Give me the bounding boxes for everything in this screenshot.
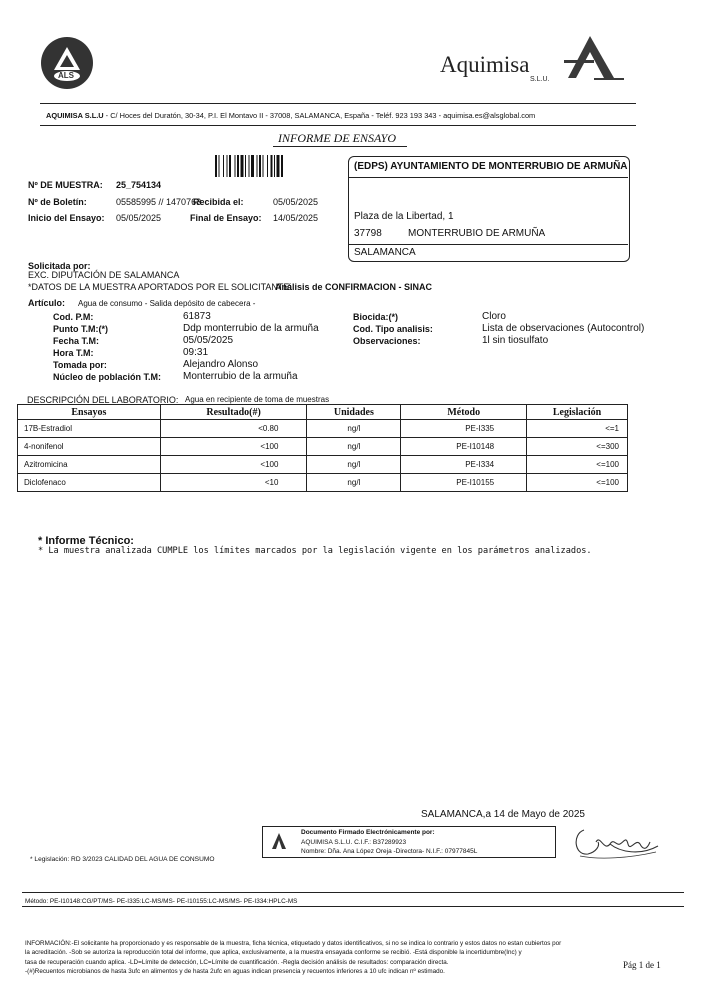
nucleo-value: Monterrubio de la armuña	[183, 371, 298, 382]
barcode-bar	[229, 155, 231, 177]
articulo-value: Agua de consumo - Salida depósito de cabecera -	[78, 299, 256, 308]
recibida-label: Recibida el:	[193, 197, 244, 207]
cell-legislacion: <=300	[527, 438, 628, 456]
inicio-label: Inicio del Ensayo:	[28, 213, 105, 223]
barcode-bar	[241, 155, 244, 177]
company-address	[46, 111, 535, 120]
cell-unidades: ng/l	[307, 474, 401, 492]
barcode-bar	[237, 155, 239, 177]
final-value: 14/05/2025	[273, 213, 319, 223]
fecha-tm-label: Fecha T.M:	[53, 336, 100, 346]
barcode-bar	[257, 155, 258, 177]
table-row	[18, 438, 628, 456]
table-row	[18, 420, 628, 438]
final-label: Final de Ensayo:	[190, 213, 262, 223]
table-row	[18, 456, 628, 474]
legislacion-note: * Legislación: RD 3/2023 CALIDAD DEL AGUA DE CONSUMO	[30, 856, 215, 863]
cell-unidades: ng/l	[307, 420, 401, 438]
barcode-bar	[245, 155, 246, 177]
observaciones-value: 1l sin tiosulfato	[482, 335, 549, 346]
als-logo	[40, 36, 94, 90]
cell-ensayo: Azitromicina	[18, 456, 161, 474]
client-city: MONTERRUBIO DE ARMUÑA	[408, 228, 546, 239]
cell-metodo: PE-I335	[401, 420, 527, 438]
datos-label: *DATOS DE LA MUESTRA APORTADOS POR EL SOLICITANTE:	[28, 282, 292, 292]
punto-tm-label: Punto T.M:(*)	[53, 324, 108, 334]
lab-desc-label: DESCRIPCIÓN DEL LABORATORIO:	[27, 395, 179, 405]
cell-unidades: ng/l	[307, 438, 401, 456]
signature-title: Documento Firmado Electrónicamente por:	[301, 829, 435, 836]
cell-ensayo: 4-nonifenol	[18, 438, 161, 456]
barcode-bar	[274, 155, 275, 177]
header-legislacion: Legislación	[527, 405, 628, 420]
client-province: SALAMANCA	[354, 247, 416, 258]
place-date: SALAMANCA,a 14 de Mayo de 2025	[421, 809, 585, 820]
signature-company: AQUIMISA S.L.U. C.I.F.: B37289923	[301, 839, 407, 846]
muestra-label: Nº DE MUESTRA:	[28, 180, 103, 190]
boletin-label: Nº de Boletín:	[28, 197, 87, 207]
cod-pm-value: 61873	[183, 311, 211, 322]
barcode-bar	[267, 155, 268, 177]
barcode-bar	[251, 155, 254, 177]
cell-metodo: PE-I334	[401, 456, 527, 474]
report-title: INFORME DE ENSAYO	[278, 131, 396, 145]
results-header-row	[18, 405, 628, 420]
brand-sub: S.L.U.	[530, 76, 550, 83]
brand-name: Aquimisa	[440, 52, 530, 77]
cell-ensayo: 17B-Estradiol	[18, 420, 161, 438]
lab-desc-value: Agua en recipiente de toma de muestras	[185, 395, 330, 404]
barcode-bar	[263, 155, 264, 177]
cell-unidades: ng/l	[307, 456, 401, 474]
signature-name: Nombre: Dña. Ana López Oreja -Directora- N.I.F.: 07977845L	[301, 848, 478, 855]
results-table	[17, 404, 628, 492]
tipo-analisis-label: Cod. Tipo analisis:	[353, 324, 433, 334]
client-street: Plaza de la Libertad, 1	[354, 211, 454, 222]
barcode-bar	[215, 155, 217, 177]
barcode-bar	[223, 155, 224, 177]
boletin-value: 05585995 // 1470763	[116, 197, 202, 207]
articulo-label: Artículo:	[28, 298, 65, 308]
biocida-value: Cloro	[482, 311, 506, 322]
barcode-bar	[227, 155, 228, 177]
tomada-value: Alejandro Alonso	[183, 359, 259, 370]
inicio-value: 05/05/2025	[116, 213, 162, 223]
cod-pm-label: Cod. P.M:	[53, 312, 94, 322]
cell-legislacion: <=1	[527, 420, 628, 438]
fecha-tm-value: 05/05/2025	[183, 335, 234, 346]
barcode-bar	[249, 155, 250, 177]
hora-tm-label: Hora T.M:	[53, 348, 94, 358]
informe-title: * Informe Técnico:	[38, 535, 134, 547]
table-row	[18, 474, 628, 492]
solicitada-value: EXC. DIPUTACIÓN DE SALAMANCA	[28, 270, 180, 280]
aquimisa-logo	[564, 34, 626, 82]
tomada-label: Tomada por:	[53, 360, 107, 370]
info-line: la acreditación. -Sob se autoriza la reproducción total del informe, que aplica, exclusivamente, a la muestra ensayada conforme se recibió. -Está disponible la incertidumbre(Inc) y	[25, 949, 522, 957]
client-zip: 37798	[354, 228, 382, 239]
header-unidades: Unidades	[307, 405, 401, 420]
biocida-label: Biocida:(*)	[353, 312, 398, 322]
company-name: AQUIMISA S.L.U	[46, 111, 104, 120]
cell-resultado: <100	[160, 438, 307, 456]
cell-resultado: <0.80	[160, 420, 307, 438]
hora-tm-value: 09:31	[183, 347, 209, 358]
datos-value: Análisis de CONFIRMACION - SINAC	[275, 282, 433, 292]
cell-ensayo: Diclofenaco	[18, 474, 161, 492]
barcode-bar	[281, 155, 283, 177]
cell-resultado: <100	[160, 456, 307, 474]
recibida-value: 05/05/2025	[273, 197, 319, 207]
header-metodo: Método	[401, 405, 527, 420]
als-logo-text: ALS	[58, 71, 74, 80]
info-line: -(#)Recuentos microbianos de hasta 3ufc en alimentos y de hasta 2ufc en aguas indican presencia y recuentos inferiores a 10 ufc indican nº estimado.	[25, 968, 445, 976]
tipo-analisis-value: Lista de observaciones (Autocontrol)	[482, 323, 645, 334]
barcode-bar	[219, 155, 220, 177]
cell-resultado: <10	[160, 474, 307, 492]
info-line: tasa de recuperación cuando aplica. -LD=Límite de detección, LC=Límite de cuantificación. -Regla decisión análisis de resultados: comparación directa.	[25, 958, 449, 966]
header-resultado: Resultado(#)	[160, 405, 307, 420]
observaciones-label: Observaciones:	[353, 336, 421, 346]
nucleo-label: Núcleo de población T.M:	[53, 372, 162, 382]
page-number: Pág 1 de 1	[623, 960, 661, 970]
muestra-value: 25_754134	[116, 180, 162, 190]
metodo-line: Método: PE-I10148:CG/PT/MS- PE-I335:LC-MS/MS- PE-I10155:LC-MS/MS- PE-I334:HPLC-MS	[25, 898, 298, 905]
barcode	[215, 155, 315, 177]
cell-metodo: PE-I10155	[401, 474, 527, 492]
solicitada-label: Solicitada por:	[28, 261, 91, 271]
barcode-bar	[235, 155, 236, 177]
handwritten-signature	[570, 822, 662, 862]
cell-legislacion: <=100	[527, 456, 628, 474]
header-ensayos: Ensayos	[18, 405, 161, 420]
barcode-bar	[277, 155, 280, 177]
informe-text: * La muestra analizada CUMPLE los límites marcados por la legislación vigente en los parámetros analizados.	[38, 546, 592, 556]
signature-box-logo	[270, 832, 288, 850]
cell-legislacion: <=100	[527, 474, 628, 492]
cell-metodo: PE-I10148	[401, 438, 527, 456]
barcode-bar	[271, 155, 273, 177]
info-block	[25, 939, 561, 977]
address-line: - C/ Hoces del Duratón, 30-34, P.I. El Montavo II - 37008, SALAMANCA, España - Teléf. 923 193 343 - aquimisa.es@alsglobal.com	[103, 111, 536, 120]
punto-tm-value: Ddp monterrubio de la armuña	[183, 323, 319, 334]
client-name: (EDPS) AYUNTAMIENTO DE MONTERRUBIO DE ARMUÑA	[354, 161, 628, 172]
barcode-bar	[259, 155, 261, 177]
info-line: INFORMACIÓN:-El solicitante ha proporcionado y es responsable de la muestra, ficha técnica, etiquetado y datos identificativos, si no se indica lo contrario y estos datos no estan cubiertos por	[25, 940, 562, 947]
